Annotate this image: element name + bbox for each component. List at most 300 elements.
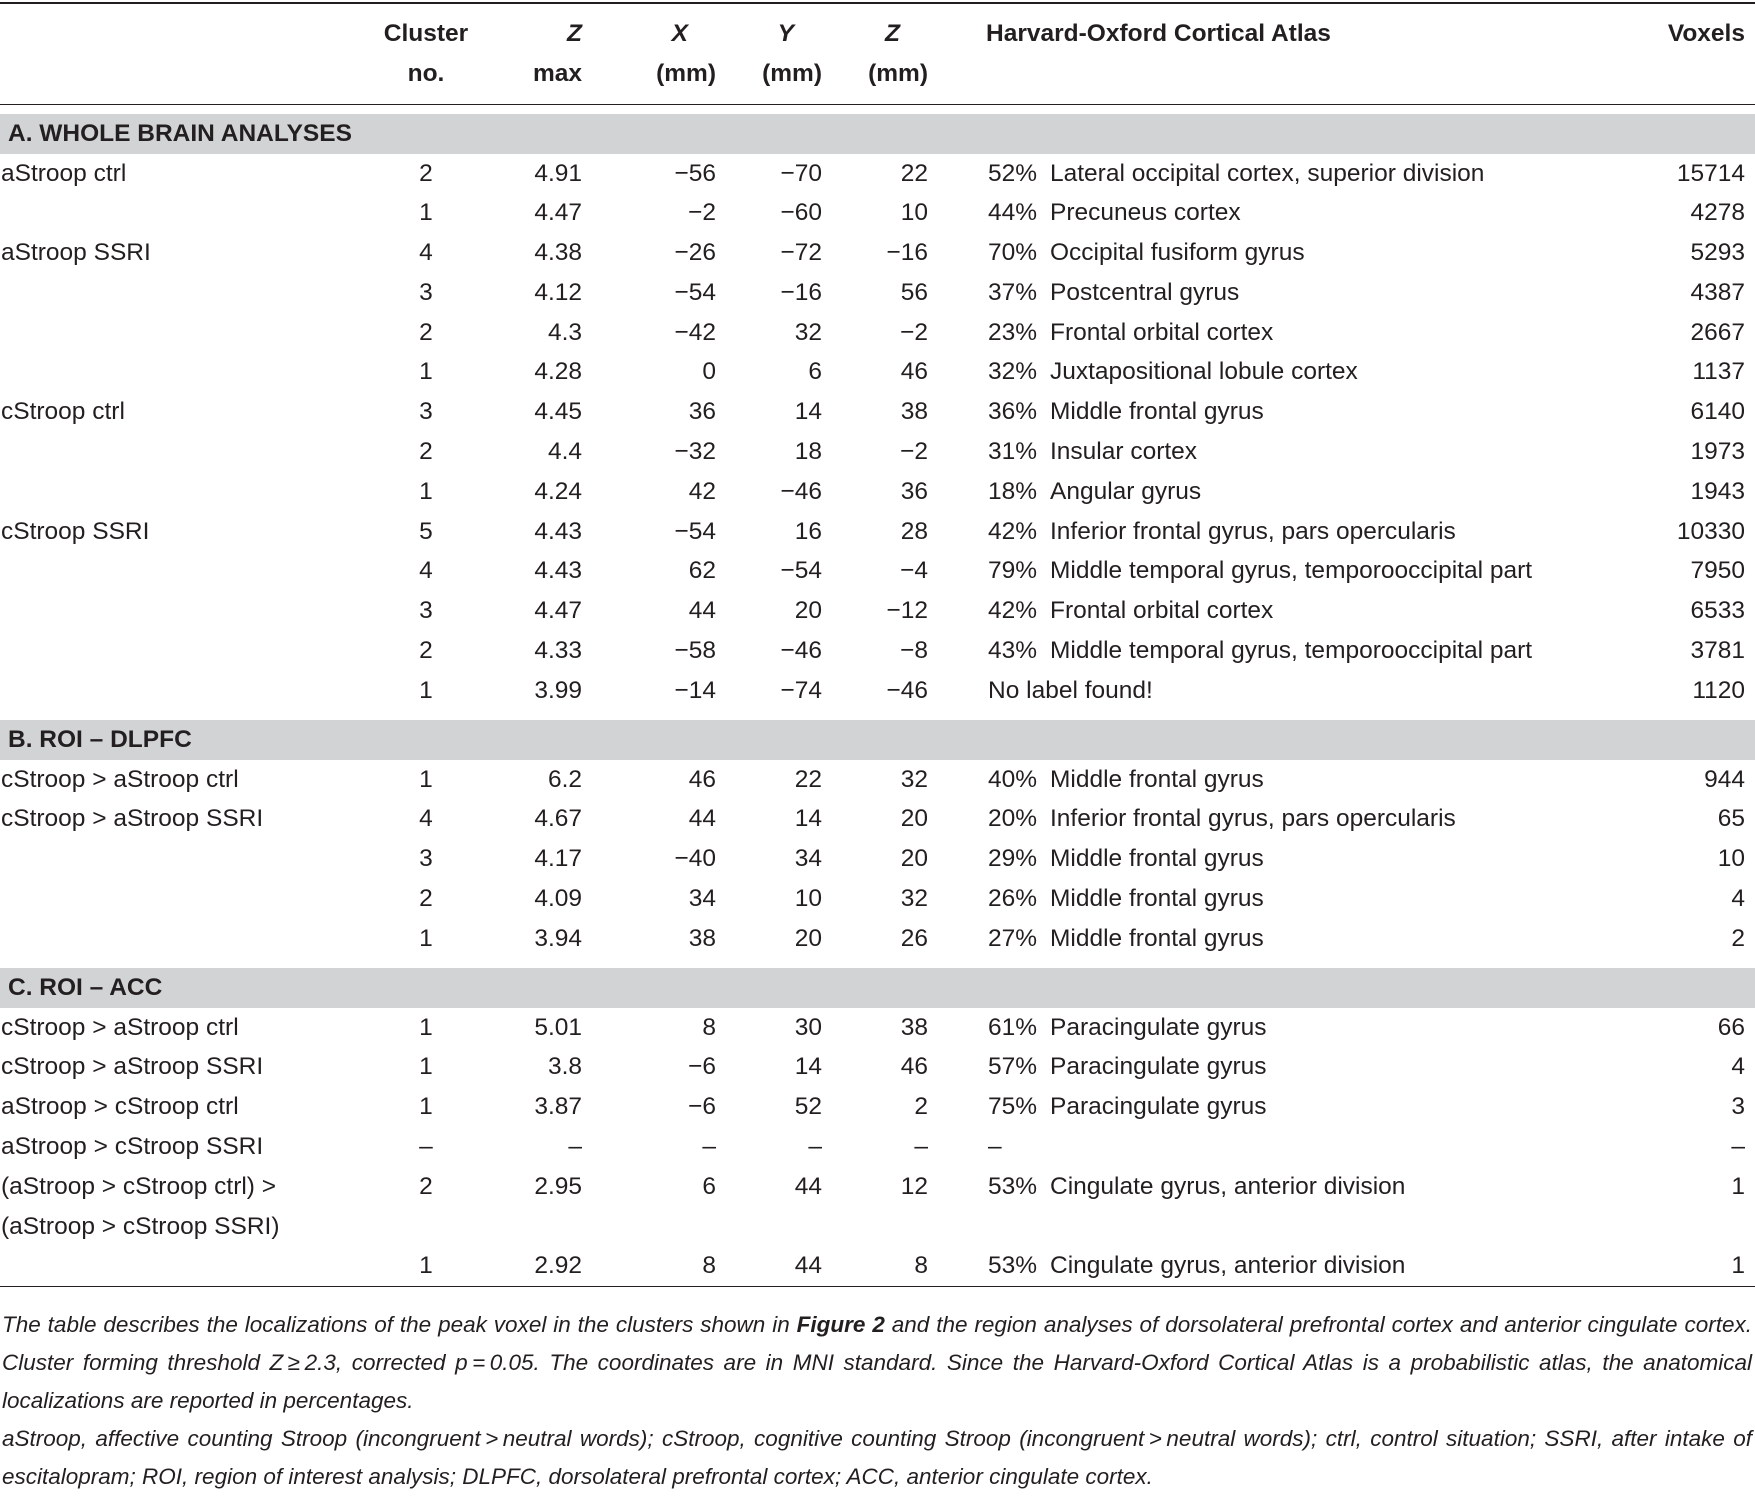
y-coordinate: −70 — [780, 159, 822, 187]
gap-cell — [928, 591, 986, 631]
atlas-region-name: Paracingulate gyrus — [1050, 1093, 1267, 1121]
atlas-region-name: Inferior frontal gyrus, pars opercularis — [1050, 805, 1456, 833]
gap-cell — [928, 1127, 986, 1167]
row-label — [0, 273, 370, 313]
voxel-count: 4278 — [1690, 199, 1745, 227]
y-coordinate: – — [808, 1133, 822, 1161]
y-coordinate: 34 — [794, 845, 822, 873]
atlas-region-name: Lateral occipital cortex, superior division — [1050, 159, 1485, 187]
x-coordinate: 8 — [702, 1013, 716, 1041]
atlas-region-name: Paracingulate gyrus — [1050, 1013, 1267, 1041]
z-max-value: 3.99 — [534, 676, 582, 704]
atlas-region-name: Middle temporal gyrus, temporooccipital part — [1050, 557, 1533, 585]
y-coordinate: 14 — [794, 1053, 822, 1081]
atlas-region — [986, 839, 1596, 879]
gap-cell — [928, 352, 986, 392]
row-label: cStroop SSRI — [1, 517, 150, 545]
x-coordinate: 6 — [702, 1172, 716, 1200]
atlas-percentage: 53% — [988, 1172, 1038, 1200]
row-label — [0, 352, 370, 392]
cluster-number: 4 — [419, 557, 433, 585]
section-spacer — [0, 711, 1755, 720]
atlas-region-name: Paracingulate gyrus — [1050, 1053, 1267, 1081]
row-label — [0, 879, 370, 919]
voxel-count: 944 — [1704, 765, 1745, 793]
atlas-percentage: 57% — [988, 1053, 1038, 1081]
atlas-percentage: 40% — [988, 765, 1038, 793]
z-coordinate: −2 — [900, 438, 928, 466]
gap-cell — [928, 1047, 986, 1087]
gap-cell — [928, 1087, 986, 1127]
row-label: cStroop > aStroop SSRI — [1, 805, 264, 833]
cluster-number: 1 — [419, 924, 433, 952]
x-coordinate: −14 — [674, 676, 716, 704]
table-row — [0, 432, 1755, 472]
section-title: B. ROI – DLPFC — [0, 720, 1755, 760]
cluster-number: 1 — [370, 1246, 482, 1286]
z-coordinate: 22 — [900, 159, 928, 187]
y-coordinate: 6 — [808, 358, 822, 386]
section-header-row — [0, 720, 1755, 760]
z-max-value: 4.12 — [534, 278, 582, 306]
cluster-number: 4 — [419, 239, 433, 267]
atlas-percentage: 61% — [988, 1013, 1038, 1041]
header-y: Y (mm) — [716, 4, 822, 104]
z-max-value: – — [568, 1133, 582, 1161]
header-row — [0, 4, 1755, 104]
table-footnote — [2, 1306, 1752, 1496]
atlas-region-name: Middle frontal gyrus — [1050, 885, 1264, 913]
z-max-value: 3.8 — [547, 1053, 582, 1081]
table-row — [0, 392, 1755, 432]
voxel-count: 4 — [1731, 1053, 1745, 1081]
atlas-region — [986, 432, 1596, 472]
cluster-number: 4 — [419, 805, 433, 833]
row-label: aStroop SSRI — [1, 239, 151, 267]
table-row — [0, 799, 1755, 839]
z-max-value: 4.17 — [534, 845, 582, 873]
voxel-count: 10330 — [1676, 517, 1745, 545]
z-max-value: 4.24 — [534, 477, 582, 505]
gap-cell — [928, 154, 986, 194]
cluster-number: 2 — [419, 885, 433, 913]
y-coordinate: −54 — [780, 557, 822, 585]
z-max-value: 4.43 — [534, 557, 582, 585]
row-label — [0, 1246, 370, 1286]
table-row — [0, 1008, 1755, 1048]
z-coordinate: 56 — [900, 278, 928, 306]
atlas-region — [986, 919, 1596, 959]
y-coordinate: −16 — [780, 278, 822, 306]
atlas-region — [986, 193, 1596, 233]
y-coordinate: −72 — [780, 239, 822, 267]
x-coordinate: −42 — [674, 318, 716, 346]
y-coordinate: 44 — [716, 1246, 822, 1286]
voxel-count: 4 — [1731, 885, 1745, 913]
table-row — [0, 313, 1755, 353]
atlas-percentage: 20% — [988, 805, 1038, 833]
atlas-percentage: 31% — [988, 438, 1038, 466]
table-row — [0, 671, 1755, 711]
cluster-number: 3 — [419, 398, 433, 426]
voxel-count: 6533 — [1690, 597, 1745, 625]
z-coordinate: 20 — [900, 805, 928, 833]
gap-cell — [928, 392, 986, 432]
y-coordinate: −46 — [780, 637, 822, 665]
atlas-percentage: 53% — [988, 1252, 1038, 1280]
atlas-region — [986, 799, 1596, 839]
gap-cell — [928, 1246, 986, 1286]
z-max-value: 4.28 — [534, 358, 582, 386]
gap-cell — [928, 432, 986, 472]
z-max-value: 2.92 — [482, 1246, 588, 1286]
z-coordinate: 38 — [900, 398, 928, 426]
voxel-count: 15714 — [1676, 159, 1745, 187]
z-max-value: 4.4 — [547, 438, 582, 466]
cluster-number: 1 — [419, 676, 433, 704]
atlas-region-name: Postcentral gyrus — [1050, 278, 1240, 306]
x-coordinate: 44 — [688, 805, 716, 833]
atlas-region — [986, 472, 1596, 512]
table-row — [0, 631, 1755, 671]
header-cluster: Cluster no. — [370, 4, 482, 104]
table-row — [0, 472, 1755, 512]
header-z: Z (mm) — [822, 4, 928, 104]
table-row — [0, 839, 1755, 879]
y-coordinate: 44 — [794, 1172, 822, 1200]
atlas-region — [986, 512, 1596, 552]
voxel-count: 5293 — [1690, 239, 1745, 267]
table-row — [0, 1246, 1755, 1286]
gap-cell — [928, 273, 986, 313]
atlas-percentage: 36% — [988, 398, 1038, 426]
voxel-count: 4387 — [1690, 278, 1745, 306]
gap-cell — [928, 1008, 986, 1048]
atlas-percentage: 32% — [988, 358, 1038, 386]
row-label — [0, 671, 370, 711]
section-spacer — [0, 959, 1755, 968]
atlas-percentage: 23% — [988, 318, 1038, 346]
voxel-count: 1120 — [1692, 676, 1745, 704]
row-label — [0, 193, 370, 233]
table-row — [0, 879, 1755, 919]
voxel-count: 3 — [1731, 1093, 1745, 1121]
gap-cell — [928, 512, 986, 552]
z-max-value: 6.2 — [547, 765, 582, 793]
atlas-region-name: Cingulate gyrus, anterior division — [1050, 1252, 1406, 1280]
cluster-number: 1 — [419, 1093, 433, 1121]
y-coordinate: −74 — [780, 676, 822, 704]
voxel-count: 1137 — [1692, 358, 1745, 386]
atlas-region — [986, 1246, 1596, 1286]
z-coordinate: – — [914, 1133, 928, 1161]
header-zmax: Z max — [482, 4, 588, 104]
table-row — [0, 273, 1755, 313]
atlas-region-name: Frontal orbital cortex — [1050, 318, 1274, 346]
gap-cell — [928, 919, 986, 959]
atlas-percentage: 42% — [988, 597, 1038, 625]
x-coordinate: 44 — [688, 597, 716, 625]
table-row — [0, 1127, 1755, 1167]
y-coordinate: −60 — [780, 199, 822, 227]
table-row — [0, 512, 1755, 552]
atlas-region-name: Precuneus cortex — [1050, 199, 1241, 227]
atlas-region — [986, 631, 1596, 671]
z-coordinate: −12 — [886, 597, 928, 625]
section-header-row — [0, 968, 1755, 1008]
x-coordinate: 8 — [588, 1246, 716, 1286]
x-coordinate: −56 — [674, 159, 716, 187]
z-coordinate: −8 — [900, 637, 928, 665]
row-label — [0, 631, 370, 671]
footnote-paragraph-2: aStroop, affective counting Stroop (incongruent > neutral words); cStroop, cognitive counting Stroop (incongruent > neutral words); ctrl, control situation; SSRI, after intake of escitalopram; ROI, region of interest analysis; DLPFC, dorsolateral prefrontal cortex; ACC, anterior cingulate cortex. — [2, 1426, 1752, 1489]
voxel-count: 66 — [1717, 1013, 1745, 1041]
voxel-count: 1 — [1731, 1172, 1745, 1200]
row-label: aStroop > cStroop ctrl — [1, 1093, 239, 1121]
row-label: (aStroop > cStroop ctrl) > (aStroop > cStroop SSRI) — [1, 1172, 280, 1240]
cluster-number: 1 — [419, 199, 433, 227]
atlas-region — [986, 551, 1596, 591]
x-coordinate: −32 — [674, 438, 716, 466]
z-coordinate: 10 — [900, 199, 928, 227]
z-coordinate: 46 — [900, 358, 928, 386]
cluster-number: 2 — [419, 438, 433, 466]
z-max-value: 4.47 — [534, 597, 582, 625]
voxel-count: 65 — [1717, 805, 1745, 833]
row-label — [0, 472, 370, 512]
gap-cell — [928, 551, 986, 591]
z-max-value: 4.3 — [547, 318, 582, 346]
z-coordinate: 28 — [900, 517, 928, 545]
x-coordinate: 0 — [702, 358, 716, 386]
atlas-region-name: Juxtapositional lobule cortex — [1050, 358, 1358, 386]
atlas-region — [986, 1167, 1596, 1247]
y-coordinate: 32 — [794, 318, 822, 346]
table-row — [0, 154, 1755, 194]
z-coordinate: 46 — [900, 1053, 928, 1081]
results-table — [0, 4, 1755, 1287]
z-coordinate: 32 — [900, 885, 928, 913]
cluster-number: 3 — [419, 597, 433, 625]
z-max-value: 2.95 — [534, 1172, 582, 1200]
atlas-percentage: 18% — [988, 477, 1038, 505]
atlas-region — [986, 273, 1596, 313]
atlas-percentage: 52% — [988, 159, 1038, 187]
cluster-number: 1 — [419, 358, 433, 386]
cluster-number: 1 — [419, 1013, 433, 1041]
y-coordinate: 52 — [794, 1093, 822, 1121]
y-coordinate: 18 — [794, 438, 822, 466]
atlas-region — [986, 760, 1596, 800]
voxel-count: 3781 — [1690, 637, 1745, 665]
atlas-region-name: No label found! — [988, 676, 1153, 704]
voxel-count: 1943 — [1690, 477, 1745, 505]
z-coordinate: 12 — [900, 1172, 928, 1200]
x-coordinate: 36 — [688, 398, 716, 426]
cluster-number: 3 — [419, 845, 433, 873]
y-coordinate: 10 — [794, 885, 822, 913]
footnote-paragraph-1: The table describes the localizations of the peak voxel in the clusters shown in Figure 2 and the region analyses of dorsolateral prefrontal cortex and anterior cingulate cortex. Cluster forming threshold Z ≥ 2.3, corrected p = 0.05. The coordinates are in MNI standard. Since the Harvard-Oxford Cortical Atlas is a probabilistic atlas, the anatomical localizations are reported in percentages. — [2, 1312, 1752, 1413]
atlas-region-name: Middle frontal gyrus — [1050, 924, 1264, 952]
voxel-count: 2 — [1731, 924, 1745, 952]
z-max-value: 4.45 — [534, 398, 582, 426]
table-body — [0, 104, 1755, 1287]
atlas-percentage: 26% — [988, 885, 1038, 913]
row-label — [0, 839, 370, 879]
atlas-region-name: Middle frontal gyrus — [1050, 398, 1264, 426]
cluster-number: 5 — [419, 517, 433, 545]
gap-cell — [928, 671, 986, 711]
table-row — [0, 591, 1755, 631]
atlas-region-name: Cingulate gyrus, anterior division — [1050, 1172, 1406, 1200]
table-row — [0, 1087, 1755, 1127]
atlas-percentage: 75% — [988, 1093, 1038, 1121]
row-label: cStroop ctrl — [1, 398, 125, 426]
z-max-value: 4.09 — [534, 885, 582, 913]
atlas-percentage: 42% — [988, 517, 1038, 545]
atlas-percentage: 43% — [988, 637, 1038, 665]
gap-cell — [928, 313, 986, 353]
x-coordinate: −54 — [674, 278, 716, 306]
z-coordinate: −2 — [900, 318, 928, 346]
header-label — [0, 4, 370, 104]
table-row — [0, 1047, 1755, 1087]
header-voxels: Voxels — [1596, 4, 1755, 104]
z-max-value: 4.38 — [534, 239, 582, 267]
x-coordinate: 34 — [688, 885, 716, 913]
y-coordinate: 16 — [794, 517, 822, 545]
y-coordinate: 14 — [794, 398, 822, 426]
x-coordinate: −26 — [674, 239, 716, 267]
y-coordinate: 20 — [794, 924, 822, 952]
z-max-value: 5.01 — [534, 1013, 582, 1041]
table-row — [0, 193, 1755, 233]
x-coordinate: 42 — [688, 477, 716, 505]
z-coordinate: 20 — [900, 845, 928, 873]
voxel-count: 6140 — [1690, 398, 1745, 426]
atlas-region-name: – — [988, 1133, 1002, 1161]
y-coordinate: 20 — [794, 597, 822, 625]
atlas-region — [986, 671, 1596, 711]
atlas-region — [986, 1047, 1596, 1087]
spacer-cell — [0, 959, 1755, 968]
atlas-region — [986, 352, 1596, 392]
gap-cell — [928, 1167, 986, 1247]
row-label — [0, 551, 370, 591]
z-max-value: 4.47 — [534, 199, 582, 227]
atlas-percentage: 37% — [988, 278, 1038, 306]
voxel-count: 7950 — [1690, 557, 1745, 585]
x-coordinate: −58 — [674, 637, 716, 665]
cluster-number: 1 — [419, 477, 433, 505]
z-max-value: 4.67 — [534, 805, 582, 833]
header-x: X (mm) — [588, 4, 716, 104]
gap-cell — [928, 879, 986, 919]
header-gap — [928, 4, 986, 104]
section-title: C. ROI – ACC — [0, 968, 1755, 1008]
atlas-region-name: Frontal orbital cortex — [1050, 597, 1274, 625]
table-row — [0, 919, 1755, 959]
z-coordinate: 32 — [900, 765, 928, 793]
cluster-number: 2 — [419, 637, 433, 665]
atlas-region — [986, 233, 1596, 273]
row-label — [0, 432, 370, 472]
atlas-region-name: Inferior frontal gyrus, pars opercularis — [1050, 517, 1456, 545]
gap-cell — [928, 631, 986, 671]
atlas-percentage: 44% — [988, 199, 1038, 227]
x-coordinate: 46 — [688, 765, 716, 793]
section-title: A. WHOLE BRAIN ANALYSES — [0, 114, 1755, 154]
atlas-region — [986, 392, 1596, 432]
cluster-number: – — [419, 1133, 433, 1161]
atlas-region — [986, 313, 1596, 353]
x-coordinate: 38 — [688, 924, 716, 952]
atlas-region — [986, 1008, 1596, 1048]
gap-cell — [928, 193, 986, 233]
voxel-count: 1973 — [1690, 438, 1745, 466]
y-coordinate: 22 — [794, 765, 822, 793]
cluster-number: 3 — [419, 278, 433, 306]
atlas-region-name: Middle temporal gyrus, temporooccipital part — [1050, 637, 1533, 665]
z-coordinate: −4 — [900, 557, 928, 585]
x-coordinate: −6 — [688, 1093, 716, 1121]
row-label — [0, 591, 370, 631]
x-coordinate: – — [702, 1133, 716, 1161]
atlas-percentage: 70% — [988, 239, 1038, 267]
z-coordinate: 2 — [914, 1093, 928, 1121]
table-row — [0, 233, 1755, 273]
atlas-region-name: Insular cortex — [1050, 438, 1198, 466]
atlas-region — [986, 1087, 1596, 1127]
row-label: aStroop ctrl — [1, 159, 127, 187]
z-max-value: 4.43 — [534, 517, 582, 545]
gap-cell — [928, 472, 986, 512]
cluster-number: 1 — [419, 765, 433, 793]
cluster-number: 1 — [419, 1053, 433, 1081]
cluster-number: 2 — [419, 1172, 433, 1200]
table-row — [0, 1167, 1755, 1247]
atlas-percentage: 27% — [988, 924, 1038, 952]
y-coordinate: 14 — [794, 805, 822, 833]
cluster-number: 2 — [419, 318, 433, 346]
z-coordinate: 8 — [822, 1246, 928, 1286]
row-label — [0, 313, 370, 353]
table-row — [0, 352, 1755, 392]
z-coordinate: −46 — [886, 676, 928, 704]
atlas-percentage: 79% — [988, 557, 1038, 585]
z-max-value: 4.33 — [534, 637, 582, 665]
row-label: cStroop > aStroop ctrl — [1, 1013, 239, 1041]
row-label: cStroop > aStroop ctrl — [1, 765, 239, 793]
z-max-value: 3.87 — [534, 1093, 582, 1121]
z-max-value: 4.91 — [534, 159, 582, 187]
y-coordinate: 30 — [794, 1013, 822, 1041]
gap-cell — [928, 233, 986, 273]
atlas-region — [986, 591, 1596, 631]
z-coordinate: 26 — [900, 924, 928, 952]
gap-cell — [928, 839, 986, 879]
y-coordinate: −46 — [780, 477, 822, 505]
table-row — [0, 551, 1755, 591]
spacer-cell — [0, 711, 1755, 720]
gap-cell — [928, 760, 986, 800]
x-coordinate: 62 — [688, 557, 716, 585]
atlas-region — [986, 154, 1596, 194]
x-coordinate: −40 — [674, 845, 716, 873]
table-row — [0, 760, 1755, 800]
row-label: aStroop > cStroop SSRI — [1, 1133, 264, 1161]
z-max-value: 3.94 — [534, 924, 582, 952]
